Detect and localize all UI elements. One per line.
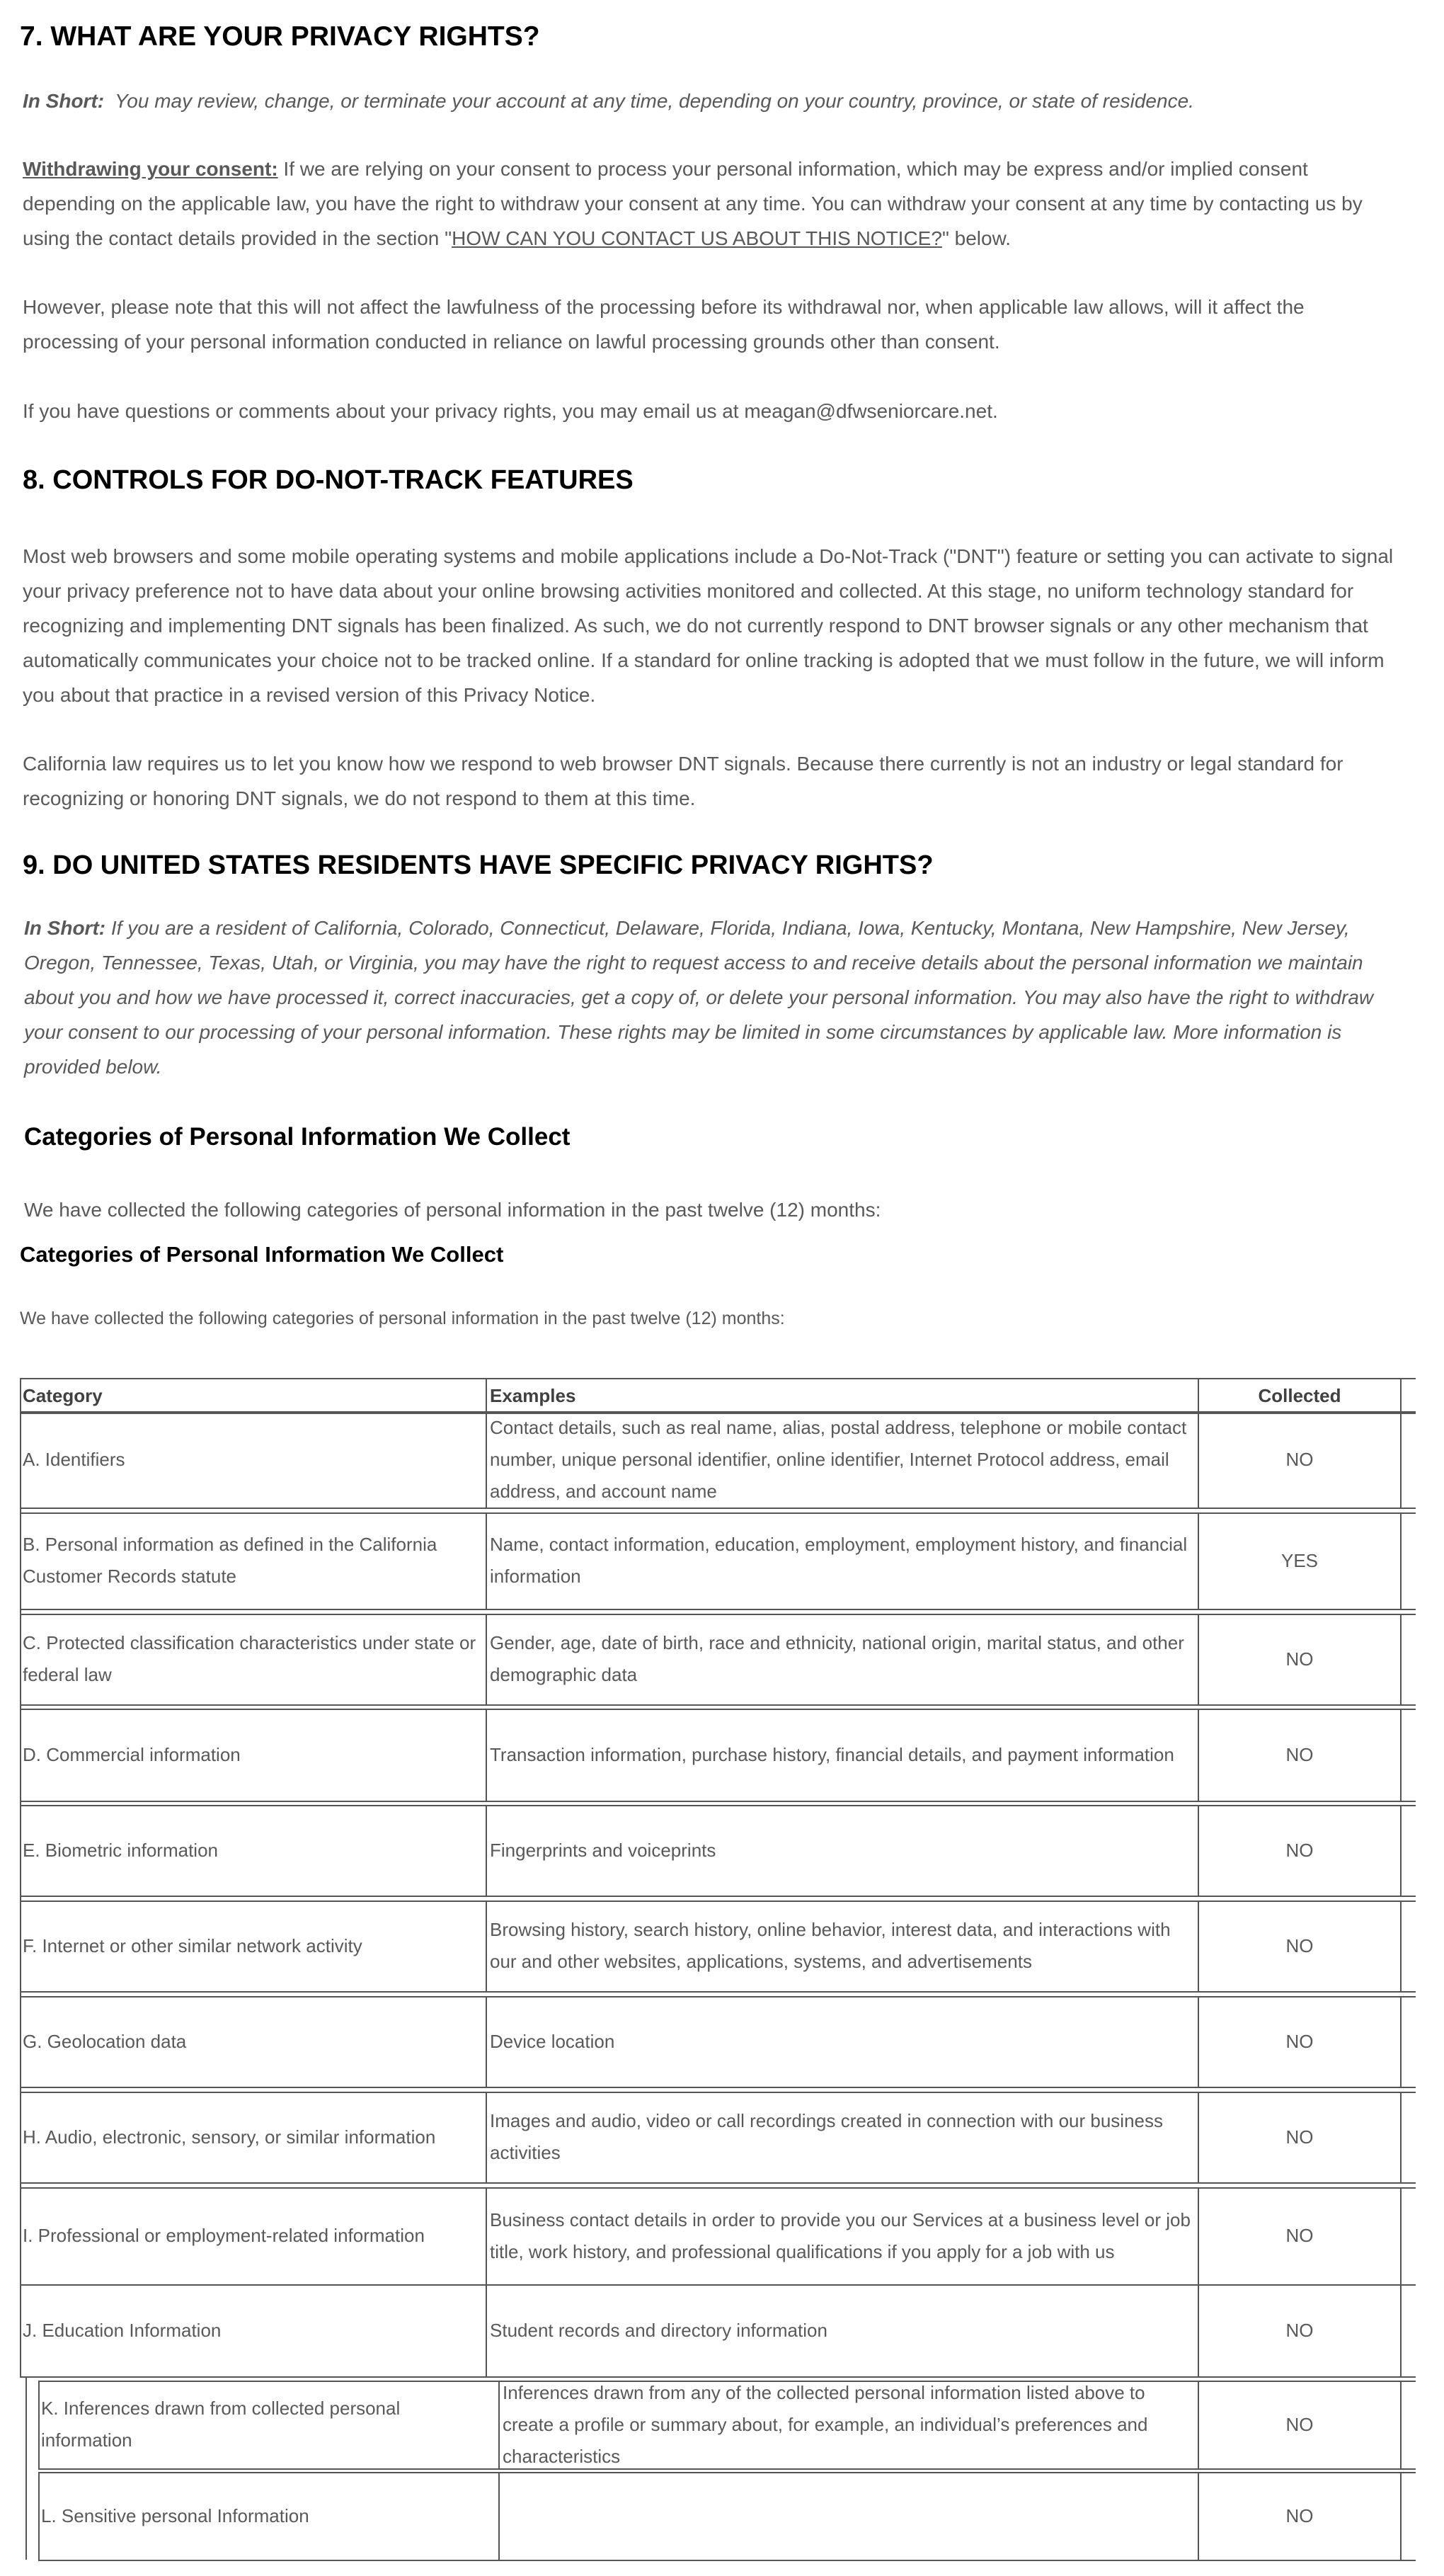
column-header-collected: Collected bbox=[1258, 1384, 1341, 1406]
withdraw-consent-text: If we are relying on your consent to process your personal information, which may be express and/or implied consent depending on the applicable law, you have the right to withdraw your consent at any time. You can withdraw your consent at any time by contacting us by using the contact details provided in the section " bbox=[23, 158, 1363, 249]
table-row-examples: Contact details, such as real name, alias, postal address, telephone or mobile contact number, unique personal identifier, online identifier, Internet Protocol address, email address, and account name bbox=[490, 1416, 1187, 1502]
section-9-in-short bbox=[24, 911, 1404, 1084]
column-header-category: Category bbox=[23, 1384, 103, 1406]
in-short-text: You may review, change, or terminate your account at any time, depending on your country, province, or state of residence. bbox=[115, 90, 1194, 112]
table-row-collected: NO bbox=[1285, 2413, 1314, 2435]
in-short-label: In Short: bbox=[24, 917, 106, 939]
table-row-examples: Device location bbox=[490, 2030, 615, 2052]
dnt-paragraph-1: Most web browsers and some mobile operating systems and mobile applications include a Do-Not-Track ("DNT") feature or setting you can activate to signal your privacy preference not to have data about your online browsing activities monitored and collected. At this stage, no uniform technology standard for recognizing and implementing DNT signals has been finalized. As such, we do not currently respond to DNT browser signals or any other mechanism that automatically communicates your choice not to be tracked online. If a standard for online tracking is adopted that we must follow in the future, we will inform you about that practice in a revised version of this Privacy Notice. bbox=[23, 545, 1394, 706]
column-header-examples: Examples bbox=[490, 1384, 576, 1406]
table-row-category: J. Education Information bbox=[23, 2319, 222, 2341]
categories-heading-secondary: Categories of Personal Information We Collect bbox=[20, 1242, 504, 1267]
table-row-category: C. Protected classification characteristics under state or federal law bbox=[23, 1632, 476, 1685]
table-row-collected: YES bbox=[1280, 1549, 1319, 1571]
dnt-paragraph-2: California law requires us to let you know how we respond to web browser DNT signals. Because there currently is not an industry or legal standard for recognizing or honoring DNT signals, we do not respond to them at this time. bbox=[23, 753, 1343, 809]
in-short-text: If you are a resident of California, Colorado, Connecticut, Delaware, Florida, Indiana, Iowa, Kentucky, Montana, New Hampshire, New Jersey, Oregon, Tennessee, Texas, Utah, or Virginia, you may have the right to request access to and receive details about the personal information we maintain about you and how we have processed it, correct inaccuracies, get a copy of, or delete your personal information. You may also have the right to withdraw your consent to our processing of your personal information. These rights may be limited in some circumstances by applicable law. More information is provided below. bbox=[24, 917, 1374, 1078]
categories-heading: Categories of Personal Information We Collect bbox=[24, 1123, 571, 1151]
table-row-examples: Business contact details in order to provide you our Services at a business level or job title, work history, and professional qualifications if you apply for a job with us bbox=[490, 2209, 1191, 2262]
withdraw-consent-label: Withdrawing your consent: bbox=[23, 158, 278, 180]
table-row-category: G. Geolocation data bbox=[23, 2030, 187, 2052]
table-row-category: I. Professional or employment-related information bbox=[23, 2225, 425, 2246]
section-7-title: 7. WHAT ARE YOUR PRIVACY RIGHTS? bbox=[20, 21, 540, 52]
section-7-in-short bbox=[23, 84, 1403, 118]
contact-us-link[interactable]: HOW CAN YOU CONTACT US ABOUT THIS NOTICE? bbox=[452, 227, 942, 249]
table-row-collected: NO bbox=[1285, 2126, 1314, 2148]
table-row-examples: Fingerprints and voiceprints bbox=[490, 1839, 716, 1861]
table-row-category: K. Inferences drawn from collected personal information bbox=[41, 2398, 401, 2451]
table-row-collected: NO bbox=[1285, 1743, 1314, 1765]
in-short-label: In Short: bbox=[23, 90, 105, 112]
table-row-collected: NO bbox=[1285, 2030, 1314, 2052]
table-row-collected: NO bbox=[1285, 2504, 1314, 2526]
however-paragraph: However, please note that this will not affect the lawfulness of the processing before its withdrawal nor, when applicable law allows, will it affect the processing of your personal information conducted in reliance on lawful processing grounds other than consent. bbox=[23, 296, 1305, 353]
categories-intro: We have collected the following categories of personal information in the past twelve (12) months: bbox=[24, 1199, 881, 1221]
table-row-category: A. Identifiers bbox=[23, 1448, 125, 1470]
table-row-collected: NO bbox=[1285, 1648, 1314, 1670]
table-row-collected: NO bbox=[1285, 2225, 1314, 2246]
table-row-examples: Browsing history, search history, online behavior, interest data, and interactions with our and other websites, applications, systems, and advertisements bbox=[490, 1919, 1171, 1972]
questions-paragraph: If you have questions or comments about your privacy rights, you may email us at meagan@dfwseniorcare.net. bbox=[23, 400, 998, 422]
section-8-title: 8. CONTROLS FOR DO-NOT-TRACK FEATURES bbox=[23, 465, 634, 495]
table-row-examples: Images and audio, video or call recordings created in connection with our business activities bbox=[490, 2110, 1163, 2163]
table-row-examples: Student records and directory information bbox=[490, 2319, 827, 2341]
withdraw-consent-paragraph bbox=[23, 152, 1403, 256]
table-row-collected: NO bbox=[1285, 1448, 1314, 1470]
section-9-title: 9. DO UNITED STATES RESIDENTS HAVE SPECIFIC PRIVACY RIGHTS? bbox=[23, 850, 934, 880]
table-row-collected: NO bbox=[1285, 1934, 1314, 1956]
table-row-examples: Name, contact information, education, employment, employment history, and financial information bbox=[490, 1534, 1188, 1587]
table-row-collected: NO bbox=[1285, 1839, 1314, 1861]
table-row-examples: Gender, age, date of birth, race and ethnicity, national origin, marital status, and other demographic data bbox=[490, 1632, 1184, 1685]
categories-intro-secondary: We have collected the following categories of personal information in the past twelve (12) months: bbox=[20, 1309, 785, 1328]
table-row-category: E. Biometric information bbox=[23, 1839, 218, 1861]
table-row-examples: Transaction information, purchase history, financial details, and payment information bbox=[490, 1743, 1174, 1765]
categories-table-tail bbox=[20, 2291, 1417, 2575]
table-row-examples: Inferences drawn from any of the collected personal information listed above to create a profile or summary about, for example, an individual’s preferences and characteristics bbox=[503, 2381, 1148, 2467]
table-row-category: F. Internet or other similar network activity bbox=[23, 1934, 362, 1956]
table-row-category: D. Commercial information bbox=[23, 1743, 241, 1765]
table-row-collected: NO bbox=[1285, 2319, 1314, 2341]
table-row-category: H. Audio, electronic, sensory, or similar information bbox=[23, 2126, 436, 2148]
withdraw-consent-after: " below. bbox=[941, 227, 1012, 249]
table-row-category: L. Sensitive personal Information bbox=[41, 2504, 309, 2526]
table-row-category: B. Personal information as defined in the California Customer Records statute bbox=[23, 1534, 437, 1587]
